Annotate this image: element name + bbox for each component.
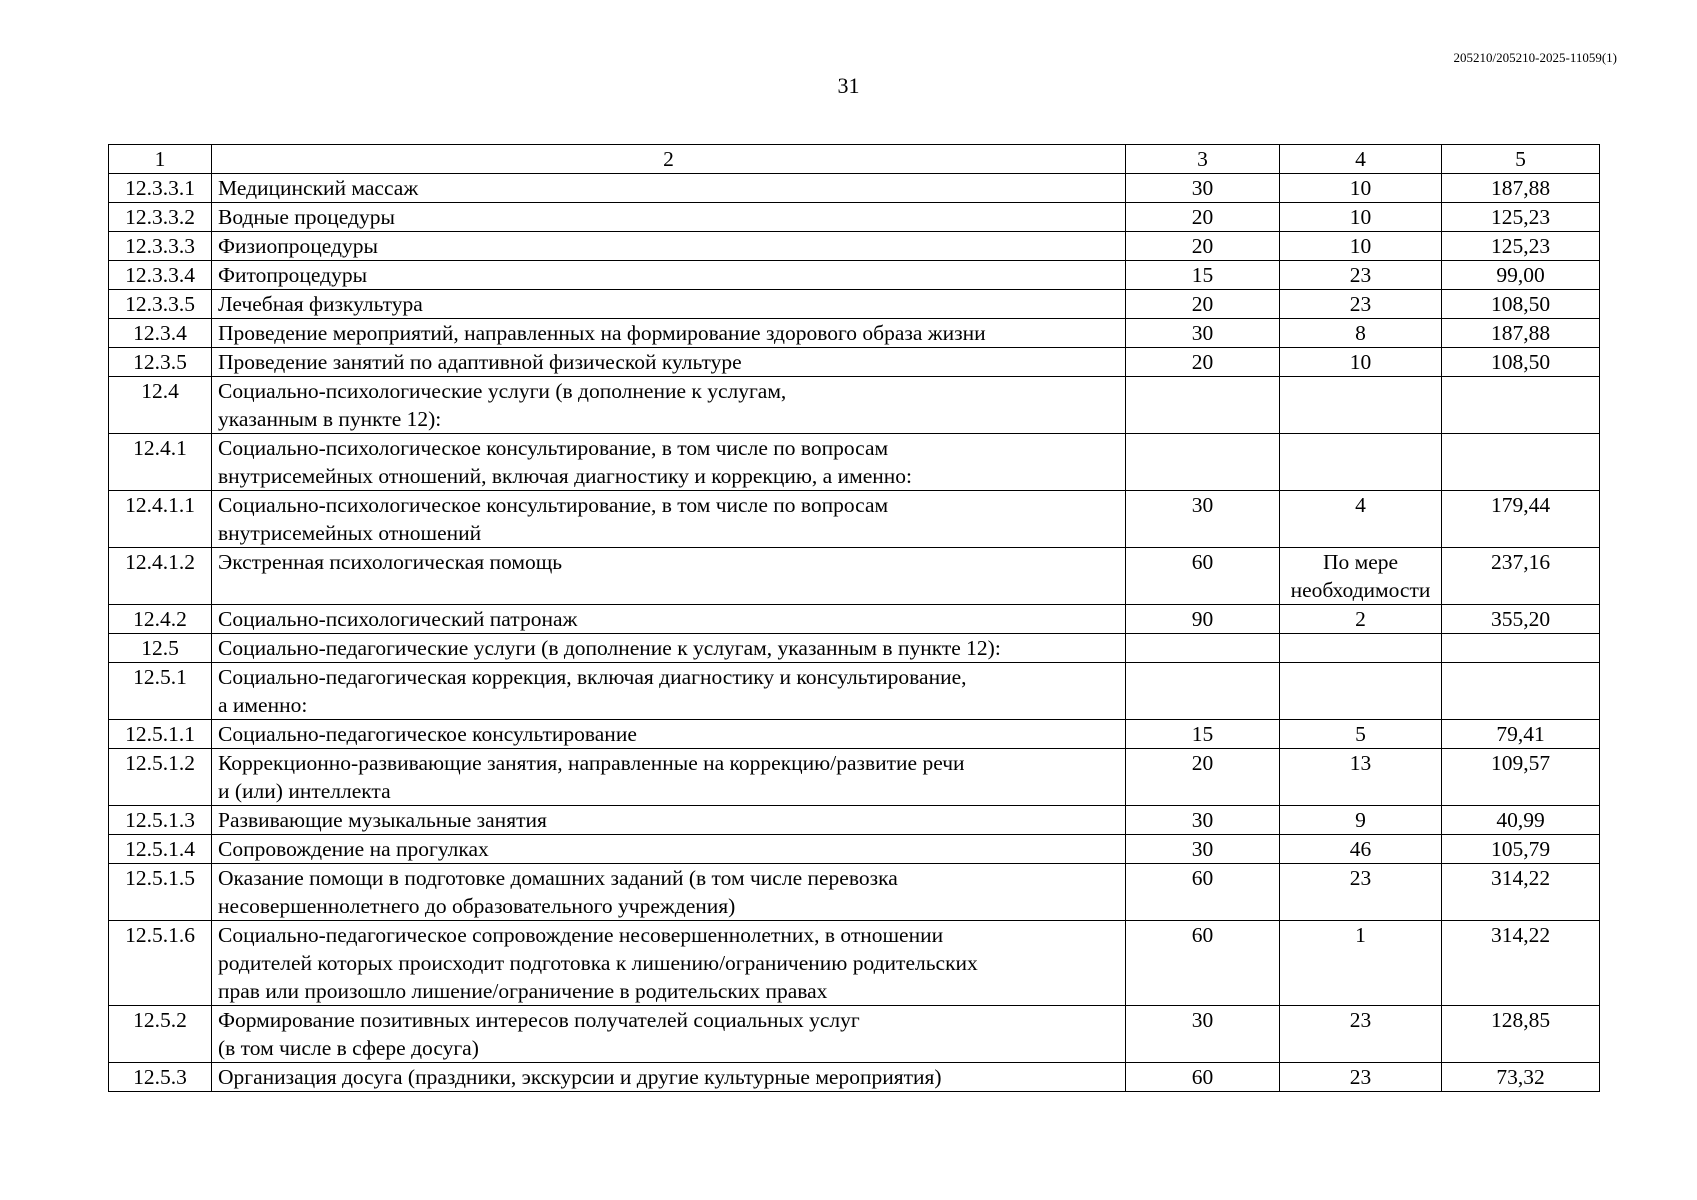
service-name-line: Физиопроцедуры (218, 234, 378, 258)
service-name-cell (212, 720, 1126, 749)
service-name-line: Сопровождение на прогулках (218, 837, 489, 861)
column-4-cell (1280, 548, 1442, 605)
service-name-line: родителей которых происходит подготовка к лишению/ограничению родительских (218, 951, 978, 975)
column-5-cell (1442, 434, 1600, 491)
column-5-cell: 40,99 (1442, 806, 1600, 835)
column-5-cell: 109,57 (1442, 749, 1600, 806)
service-name-line: Развивающие музыкальные занятия (218, 808, 547, 832)
row-number-cell: 12.4.2 (109, 605, 212, 634)
row-number-cell: 12.5 (109, 634, 212, 663)
service-name-cell (212, 806, 1126, 835)
column-3-cell: 60 (1126, 921, 1280, 1006)
service-name-cell (212, 1006, 1126, 1063)
column-3-cell: 30 (1126, 835, 1280, 864)
table-row (109, 921, 1600, 1006)
service-name-cell (212, 434, 1126, 491)
table-row (109, 232, 1600, 261)
service-name-cell (212, 864, 1126, 921)
column-4-line: 1 (1355, 923, 1366, 947)
row-number-cell: 12.5.1.5 (109, 864, 212, 921)
service-name-line: указанным в пункте 12): (218, 407, 442, 431)
service-name-line: Социально-психологический патронаж (218, 607, 578, 631)
column-3-cell (1126, 377, 1280, 434)
service-name-line: несовершеннолетнего до образовательного учреждения) (218, 894, 736, 918)
table-row (109, 319, 1600, 348)
column-4-cell (1280, 174, 1442, 203)
column-5-cell: 314,22 (1442, 864, 1600, 921)
column-5-cell: 187,88 (1442, 319, 1600, 348)
column-5-cell: 105,79 (1442, 835, 1600, 864)
column-4-cell (1280, 348, 1442, 377)
column-4-line (1286, 377, 1435, 405)
column-5-cell: 179,44 (1442, 491, 1600, 548)
column-4-line: 23 (1349, 866, 1372, 890)
column-3-cell (1126, 663, 1280, 720)
table-row (109, 806, 1600, 835)
row-number-cell: 12.3.3.2 (109, 203, 212, 232)
service-name-line: Формирование позитивных интересов получателей социальных услуг (218, 1008, 860, 1032)
column-5-cell (1442, 377, 1600, 434)
column-3-cell: 30 (1126, 1006, 1280, 1063)
column-4-line (1286, 434, 1435, 462)
column-4-line: 13 (1349, 751, 1372, 775)
column-4-cell (1280, 1063, 1442, 1092)
column-4-cell (1280, 605, 1442, 634)
table-row (109, 720, 1600, 749)
column-4-cell (1280, 720, 1442, 749)
row-number-cell: 12.4.1.2 (109, 548, 212, 605)
service-name-line: Социально-педагогическое сопровождение несовершеннолетних, в отношении (218, 923, 944, 947)
table-row (109, 203, 1600, 232)
table-row (109, 605, 1600, 634)
column-4-line: 5 (1355, 722, 1366, 746)
service-name-line: Лечебная физкультура (218, 292, 423, 316)
column-3-cell: 30 (1126, 806, 1280, 835)
service-name-cell (212, 319, 1126, 348)
column-5-cell (1442, 663, 1600, 720)
column-5-cell: 99,00 (1442, 261, 1600, 290)
column-4-line (1286, 634, 1435, 662)
table-row (109, 377, 1600, 434)
column-5-cell (1442, 634, 1600, 663)
column-4-line: 23 (1349, 292, 1372, 316)
service-name-line: Социально-психологические услуги (в дополнение к услугам, (218, 379, 787, 403)
column-4-line: 2 (1355, 607, 1366, 631)
table-body (109, 145, 1600, 1092)
table-row (109, 634, 1600, 663)
table-row (109, 261, 1600, 290)
column-4-cell (1280, 261, 1442, 290)
service-name-line: Проведение занятий по адаптивной физической культуре (218, 350, 742, 374)
service-name-line: Социально-психологическое консультирование, в том числе по вопросам (218, 436, 889, 460)
table-row (109, 548, 1600, 605)
row-number-cell: 12.5.2 (109, 1006, 212, 1063)
service-name-line: внутрисемейных отношений, включая диагностику и коррекцию, а именно: (218, 464, 912, 488)
column-4-cell (1280, 319, 1442, 348)
column-3-cell: 15 (1126, 261, 1280, 290)
table-row (109, 864, 1600, 921)
column-3-cell (1126, 434, 1280, 491)
column-5-cell: 237,16 (1442, 548, 1600, 605)
table-row (109, 434, 1600, 491)
column-4-line: 23 (1349, 1065, 1372, 1089)
row-number-cell: 12.5.1.2 (109, 749, 212, 806)
service-name-cell (212, 174, 1126, 203)
service-name-cell (212, 261, 1126, 290)
service-name-line: Фитопроцедуры (218, 263, 368, 287)
service-name-cell (212, 290, 1126, 319)
column-4-line: 8 (1355, 321, 1366, 345)
column-5-cell: 108,50 (1442, 348, 1600, 377)
row-number-cell: 12.3.3.1 (109, 174, 212, 203)
column-5-cell: 314,22 (1442, 921, 1600, 1006)
column-4-line: 10 (1349, 205, 1372, 229)
service-name-cell (212, 232, 1126, 261)
service-name-cell (212, 491, 1126, 548)
column-4-cell (1280, 377, 1442, 434)
table-row (109, 174, 1600, 203)
column-4-cell (1280, 634, 1442, 663)
row-number-cell: 12.4.1 (109, 434, 212, 491)
service-name-cell (212, 548, 1126, 605)
column-4-line: 10 (1349, 350, 1372, 374)
service-name-line: Коррекционно-развивающие занятия, направленные на коррекцию/развитие речи (218, 751, 965, 775)
column-3-cell: 20 (1126, 348, 1280, 377)
column-header: 2 (212, 145, 1126, 174)
column-3-cell: 15 (1126, 720, 1280, 749)
column-4-cell (1280, 663, 1442, 720)
row-number-cell: 12.3.3.5 (109, 290, 212, 319)
column-4-line: 4 (1355, 493, 1366, 517)
service-name-line: (в том числе в сфере досуга) (218, 1036, 479, 1060)
row-number-cell: 12.5.1.6 (109, 921, 212, 1006)
table-row (109, 835, 1600, 864)
row-number-cell: 12.5.3 (109, 1063, 212, 1092)
table-row (109, 491, 1600, 548)
service-name-line: внутрисемейных отношений (218, 521, 482, 545)
table-row (109, 348, 1600, 377)
service-name-line: Социально-педагогические услуги (в дополнение к услугам, указанным в пункте 12): (218, 636, 1001, 660)
column-4-line (1286, 663, 1435, 691)
column-4-cell (1280, 290, 1442, 319)
service-name-cell (212, 749, 1126, 806)
service-name-line: Социально-психологическое консультирование, в том числе по вопросам (218, 493, 889, 517)
table-row (109, 749, 1600, 806)
column-4-cell (1280, 1006, 1442, 1063)
column-4-line: 23 (1349, 263, 1372, 287)
service-name-line: Экстренная психологическая помощь (218, 550, 563, 574)
column-3-cell: 20 (1126, 749, 1280, 806)
column-5-cell: 125,23 (1442, 232, 1600, 261)
service-name-line: Водные процедуры (218, 205, 395, 229)
service-name-line: а именно: (218, 693, 308, 717)
row-number-cell: 12.4 (109, 377, 212, 434)
table-row (109, 1006, 1600, 1063)
service-name-line: Проведение мероприятий, направленных на формирование здорового образа жизни (218, 321, 986, 345)
column-3-cell: 60 (1126, 1063, 1280, 1092)
services-table (108, 144, 1600, 1092)
column-4-cell (1280, 434, 1442, 491)
service-name-line: Организация досуга (праздники, экскурсии и другие культурные мероприятия) (218, 1065, 942, 1089)
column-4-line: 9 (1355, 808, 1366, 832)
service-name-line: прав или произошло лишение/ограничение в родительских правах (218, 979, 828, 1003)
row-number-cell: 12.3.5 (109, 348, 212, 377)
column-3-cell: 30 (1126, 319, 1280, 348)
column-3-cell: 90 (1126, 605, 1280, 634)
column-header: 3 (1126, 145, 1280, 174)
table-row (109, 1063, 1600, 1092)
service-name-cell (212, 921, 1126, 1006)
column-4-line: необходимости (1290, 578, 1431, 602)
row-number-cell: 12.5.1.1 (109, 720, 212, 749)
column-3-cell: 60 (1126, 548, 1280, 605)
column-4-cell (1280, 749, 1442, 806)
column-3-cell: 60 (1126, 864, 1280, 921)
service-name-cell (212, 348, 1126, 377)
row-number-cell: 12.3.4 (109, 319, 212, 348)
column-3-cell (1126, 634, 1280, 663)
service-name-cell (212, 835, 1126, 864)
table-row (109, 663, 1600, 720)
page-number: 31 (837, 73, 860, 98)
column-header: 4 (1280, 145, 1442, 174)
column-5-cell: 187,88 (1442, 174, 1600, 203)
column-4-cell (1280, 921, 1442, 1006)
row-number-cell: 12.3.3.3 (109, 232, 212, 261)
column-4-cell (1280, 203, 1442, 232)
table-header-row (109, 145, 1600, 174)
column-5-cell: 128,85 (1442, 1006, 1600, 1063)
column-header: 1 (109, 145, 212, 174)
service-name-cell (212, 1063, 1126, 1092)
service-name-cell (212, 203, 1126, 232)
column-4-line: 10 (1349, 234, 1372, 258)
service-name-line: Социально-педагогическая коррекция, включая диагностику и консультирование, (218, 665, 967, 689)
column-4-cell (1280, 835, 1442, 864)
column-4-cell (1280, 806, 1442, 835)
column-5-cell: 355,20 (1442, 605, 1600, 634)
row-number-cell: 12.5.1.4 (109, 835, 212, 864)
service-name-line: и (или) интеллекта (218, 779, 391, 803)
column-5-cell: 125,23 (1442, 203, 1600, 232)
column-5-cell: 79,41 (1442, 720, 1600, 749)
document-id: 205210/205210-2025-11059(1) (1453, 50, 1617, 65)
column-4-line: 46 (1349, 837, 1372, 861)
column-4-line: По мере (1322, 550, 1399, 574)
service-name-cell (212, 605, 1126, 634)
column-4-cell (1280, 491, 1442, 548)
column-3-cell: 30 (1126, 491, 1280, 548)
column-4-line: 10 (1349, 176, 1372, 200)
service-name-line: Оказание помощи в подготовке домашних заданий (в том числе перевозка (218, 866, 898, 890)
row-number-cell: 12.4.1.1 (109, 491, 212, 548)
column-4-cell (1280, 232, 1442, 261)
column-3-cell: 20 (1126, 232, 1280, 261)
row-number-cell: 12.5.1 (109, 663, 212, 720)
column-5-cell: 73,32 (1442, 1063, 1600, 1092)
column-header: 5 (1442, 145, 1600, 174)
service-name-cell (212, 634, 1126, 663)
column-3-cell: 20 (1126, 203, 1280, 232)
service-name-line: Социально-педагогическое консультирование (218, 722, 637, 746)
service-name-line: Медицинский массаж (218, 176, 419, 200)
service-name-cell (212, 377, 1126, 434)
column-4-line: 23 (1349, 1008, 1372, 1032)
column-5-cell: 108,50 (1442, 290, 1600, 319)
column-3-cell: 20 (1126, 290, 1280, 319)
row-number-cell: 12.5.1.3 (109, 806, 212, 835)
row-number-cell: 12.3.3.4 (109, 261, 212, 290)
table-row (109, 290, 1600, 319)
service-name-cell (212, 663, 1126, 720)
column-4-cell (1280, 864, 1442, 921)
column-3-cell: 30 (1126, 174, 1280, 203)
